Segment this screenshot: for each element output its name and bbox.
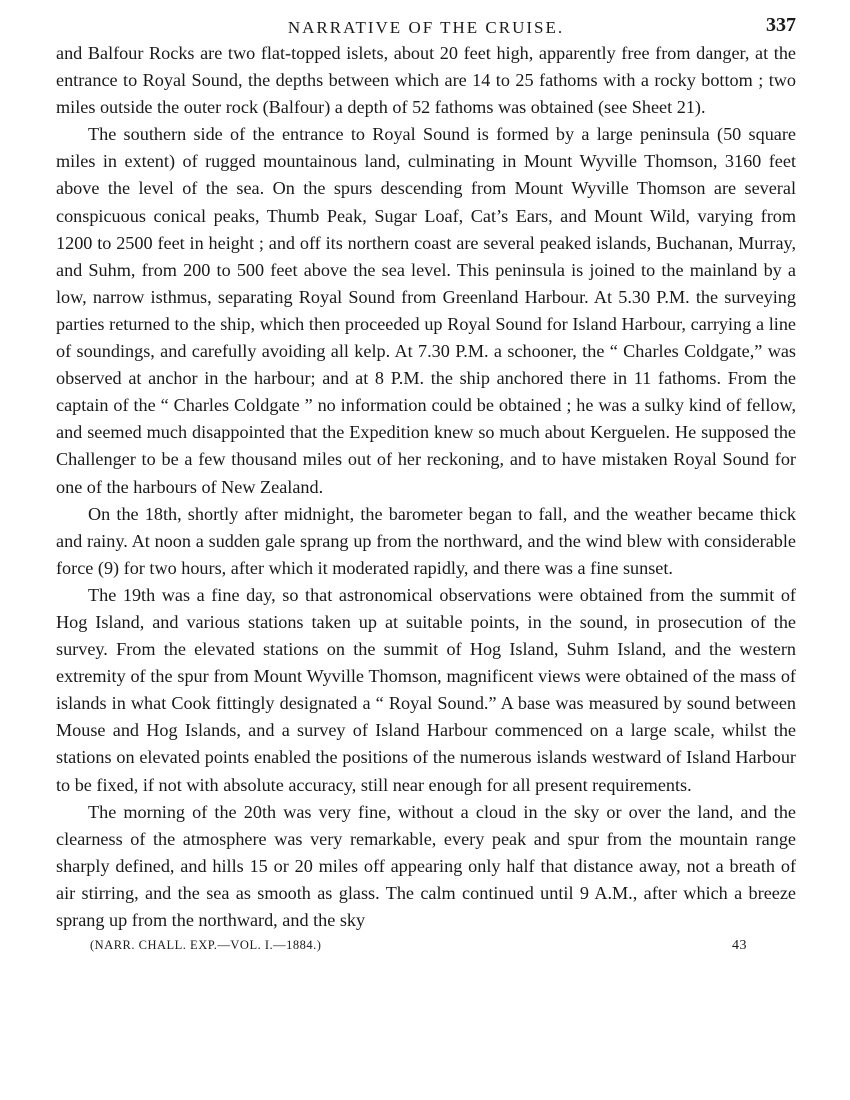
page-number: 337 [766,14,796,36]
running-title: NARRATIVE OF THE CRUISE. [287,18,565,37]
signature-mark: 43 [732,938,747,954]
paragraph-20th: The morning of the 20th was very fine, without a cloud in the sky or over the land, and the clearness of the atmosphere was very remarkable, every peak and spur from the mountain range sharply defined, and hills 15 or 20 miles off appearing only half that distance away, not a breath of air stirring, and the sea as smooth as glass. The calm continued until 9 A.M., after which a breeze sprang up from the northward, and the sky [56,801,796,930]
paragraph-southern-side: The southern side of the entrance to Royal Sound is formed by a large peninsula (50 square miles in extent) of rugged mountainous land, culminating in Mount Wyville Thomson, 3160 feet above the level of the sea. On the spurs descending from Mount Wyville Thomson are several conspicuous conical peaks, Thumb Peak, Sugar Loaf, Cat’s Ears, and Mount Wild, varying from 1200 to 2500 feet in height ; and off its northern coast are several peaked islands, Buchanan, Murray, and Suhm, from 200 to 500 feet above the sea level. This peninsula is joined to the mainland by a low, narrow isthmus, separating Royal Sound from Greenland Harbour. At 5.30 P.M. the surveying parties returned to the ship, which then proceeded up Royal Sound for Island Harbour, carrying a line of soundings, and carefully avoiding all kelp. At 7.30 P.M. a schooner, the “ Charles Coldgate,” was observed at anchor in the harbour; and at 8 P.M. the ship anchored there in 11 fathoms. From the captain of the “ Charles Coldgate ” no information could be obtained ; he was a sulky kind of fellow, and seemed much disappointed that the Expedition knew so much about Kerguelen. He supposed the Challenger to be a few thousand miles out of her reckoning, and to have mistaken Royal Sound for one of the harbours of New Zealand. [56,124,796,497]
running-header [56,14,796,40]
paragraph-18th: On the 18th, shortly after midnight, the barometer began to fall, and the weather became thick and rainy. At noon a sudden gale sprang up from the northward, and the wind blew with considerable force (9) for two hours, after which it moderated rapidly, and there was a fine sunset. [56,503,796,578]
page-footer [56,938,796,958]
paragraph-19th: The 19th was a fine day, so that astronomical observations were obtained from the summit of Hog Island, and various stations taken up at suitable points, in the sound, in prosecution of the survey. From the elevated stations on the summit of Hog Island, Suhm Island, and the western extremity of the spur from Mount Wyville Thomson, magnificent views were obtained of the mass of islands in what Cook fittingly designated a “ Royal Sound.” A base was measured by sound between Mouse and Hog Islands, and a survey of Island Harbour commenced on a large scale, whilst the stations on elevated points enabled the positions of the numerous islands westward of Island Harbour to be fixed, if not with absolute accuracy, still near enough for all present requirements. [56,584,796,795]
body-text [56,40,796,934]
book-page [56,14,796,958]
paragraph-continued: and Balfour Rocks are two flat-topped islets, about 20 feet high, apparently free from danger, at the entrance to Royal Sound, the depths between which are 14 to 25 fathoms with a rocky bottom ; two miles outside the outer rock (Balfour) a depth of 52 fathoms was obtained (see Sheet 21). [56,43,796,118]
signature-note: (NARR. CHALL. EXP.—VOL. I.—1884.) [90,938,322,953]
